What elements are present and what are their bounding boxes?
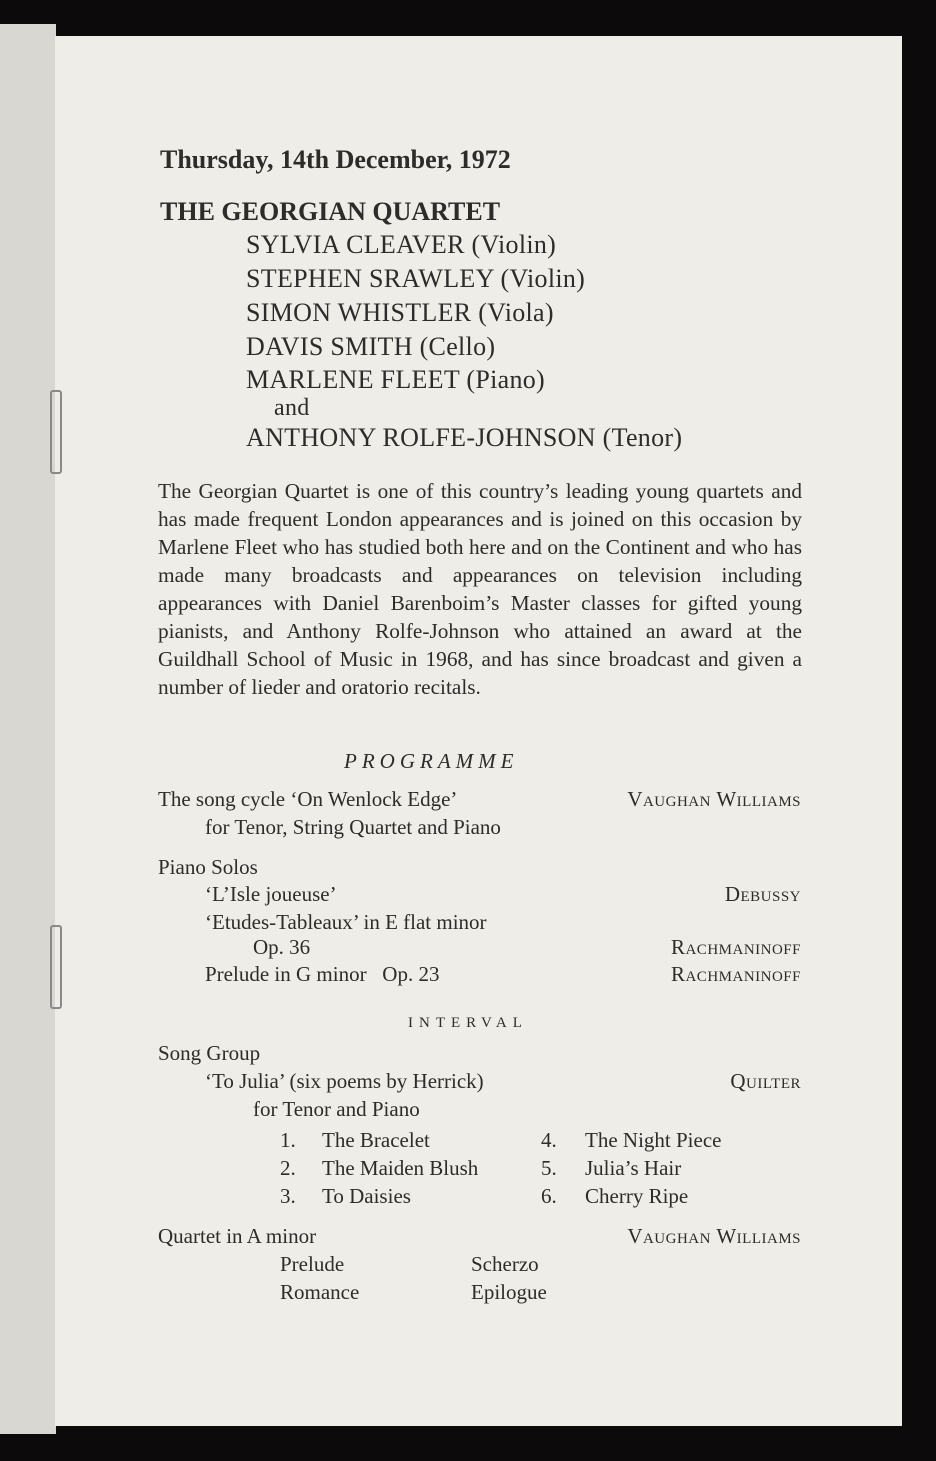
song-number: 4. <box>541 1128 557 1152</box>
performer: MARLENE FLEET (Piano) <box>246 365 546 394</box>
song-title: The Night Piece <box>585 1128 722 1152</box>
composer: Rachmaninoff <box>670 935 801 959</box>
opus-number: Op. 36 <box>253 935 311 959</box>
movement: Epilogue <box>471 1280 547 1304</box>
composer: Vaughan Williams <box>627 787 801 811</box>
song-number: 5. <box>541 1156 557 1180</box>
song-title: The Maiden Blush <box>322 1156 479 1180</box>
song-cycle-title: The song cycle ‘On Wenlock Edge’ <box>158 787 458 811</box>
interval-heading: INTERVAL <box>408 1015 528 1031</box>
ensemble-name: THE GEORGIAN QUARTET <box>160 197 501 226</box>
performer: DAVIS SMITH (Cello) <box>246 332 496 361</box>
piece-title: Prelude in G minor Op. 23 <box>205 962 440 986</box>
programme-heading: PROGRAMME <box>344 749 519 773</box>
staple <box>50 390 62 474</box>
composer: Debussy <box>724 882 801 906</box>
song-title: Cherry Ripe <box>585 1184 689 1208</box>
performer: SIMON WHISTLER (Viola) <box>246 298 554 327</box>
song-number: 6. <box>541 1184 557 1208</box>
song-number: 1. <box>280 1128 296 1152</box>
composer: Quilter <box>730 1069 801 1093</box>
song-cycle-subtitle: for Tenor, String Quartet and Piano <box>205 815 501 839</box>
performer: STEPHEN SRAWLEY (Violin) <box>246 264 586 293</box>
piece-title: ‘Etudes-Tableaux’ in E flat minor <box>205 910 487 934</box>
description-paragraph: The Georgian Quartet is one of this country’s leading young quartets and has made frequent London appearances and is joined on this occasion by Marlene Fleet who has studied both here and on the Continent and who has made many broadcasts and appearances on television including appearances with Daniel Barenboim’s Master classes for gifted young pianists, and Anthony Rolfe-Johnson who attained an award at the Guildhall School of Music in 1968, and has since broadcast and given a number of lieder and oratorio recitals. <box>158 479 802 699</box>
quartet-title: Quartet in A minor <box>158 1224 317 1248</box>
movement: Scherzo <box>471 1252 539 1276</box>
song-number: 2. <box>280 1156 296 1180</box>
song-title: The Bracelet <box>322 1128 430 1152</box>
song-number: 3. <box>280 1184 296 1208</box>
facing-page-edge <box>0 24 56 1434</box>
composer: Vaughan Williams <box>627 1224 801 1248</box>
piece-title: ‘L’Isle joueuse’ <box>205 882 337 906</box>
song-group-title: ‘To Julia’ (six poems by Herrick) <box>205 1069 484 1093</box>
piano-solos-heading: Piano Solos <box>158 855 258 879</box>
performer: SYLVIA CLEAVER (Violin) <box>246 230 557 259</box>
song-group-heading: Song Group <box>158 1041 261 1065</box>
song-title: Julia’s Hair <box>585 1156 682 1180</box>
staple <box>50 925 62 1009</box>
concert-date: Thursday, 14th December, 1972 <box>160 145 511 174</box>
composer: Rachmaninoff <box>670 962 801 986</box>
movement: Prelude <box>280 1252 345 1276</box>
song-title: To Daisies <box>322 1184 411 1208</box>
guest-performer: ANTHONY ROLFE-JOHNSON (Tenor) <box>246 423 683 452</box>
and-text: and <box>274 395 310 421</box>
movement: Romance <box>280 1280 360 1304</box>
song-group-subtitle: for Tenor and Piano <box>253 1097 420 1121</box>
